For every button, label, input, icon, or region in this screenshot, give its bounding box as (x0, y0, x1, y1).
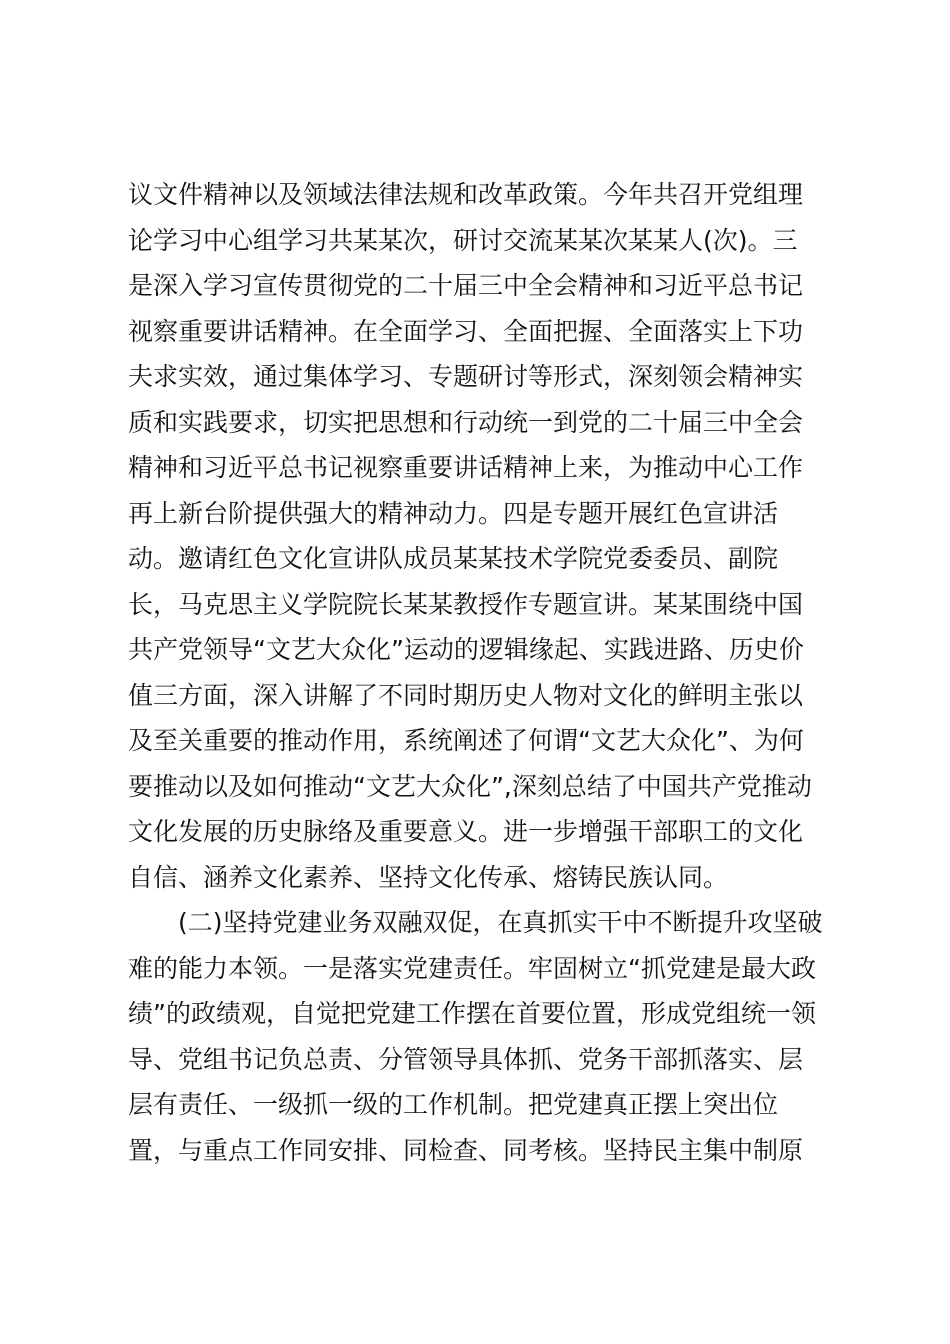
text-line: 质和实践要求，切实把思想和行动统一到党的二十届三中全会 (128, 407, 804, 437)
text-line: 自信、涵养文化素养、坚持文化传承、熔铸民族认同。 (128, 862, 729, 892)
text-line: 难的能力本领。一是落实党建责任。牢固树立“抓党建是最大政 (128, 953, 816, 983)
text-line: 要推动以及如何推动“文艺大众化”,深刻总结了中国共产党推动 (128, 771, 812, 801)
text-line: 及至关重要的推动作用，系统阐述了何谓“文艺大众化”、为何 (128, 726, 804, 755)
text-line: 动。邀请红色文化宣讲队成员某某技术学院党委委员、副院 (128, 544, 779, 573)
section-heading-line: (二)坚持党建业务双融双促，在真抓实干中不断提升攻坚破 (178, 908, 823, 937)
text-line: 夫求实效，通过集体学习、专题研讨等形式，深刻领会精神实 (128, 362, 804, 391)
text-line: 导、党组书记负总责、分管领导具体抓、党务干部抓落实、层 (128, 1044, 804, 1074)
text-line: 议文件精神以及领域法律法规和改革政策。今年共召开党组理 (128, 180, 804, 209)
text-line: 值三方面，深入讲解了不同时期历史人物对文化的鲜明主张以 (128, 680, 804, 710)
text-line: 论学习中心组学习共某某次，研讨交流某某次某某人(次)。三 (128, 225, 798, 255)
text-line: 视察重要讲话精神。在全面学习、全面把握、全面落实上下功 (128, 316, 804, 346)
text-line: 是深入学习宣传贯彻党的二十届三中全会精神和习近平总书记 (128, 271, 804, 300)
text-line: 再上新台阶提供强大的精神动力。四是专题开展红色宣讲活 (128, 498, 779, 528)
text-line: 置，与重点工作同安排、同检查、同考核。坚持民主集中制原 (128, 1135, 804, 1165)
text-line: 层有责任、一级抓一级的工作机制。把党建真正摆上突出位 (128, 1090, 779, 1119)
document-body (128, 172, 828, 1173)
text-line: 共产党领导“文艺大众化”运动的逻辑缘起、实践进路、历史价 (128, 635, 804, 664)
text-line: 文化发展的历史脉络及重要意义。进一步增强干部职工的文化 (128, 817, 804, 846)
text-line: 绩”的政绩观，自觉把党建工作摆在首要位置，形成党组统一领 (128, 999, 816, 1028)
text-line: 长，马克思主义学院院长某某教授作专题宣讲。某某围绕中国 (128, 589, 804, 619)
text-line: 精神和习近平总书记视察重要讲话精神上来，为推动中心工作 (128, 453, 804, 482)
